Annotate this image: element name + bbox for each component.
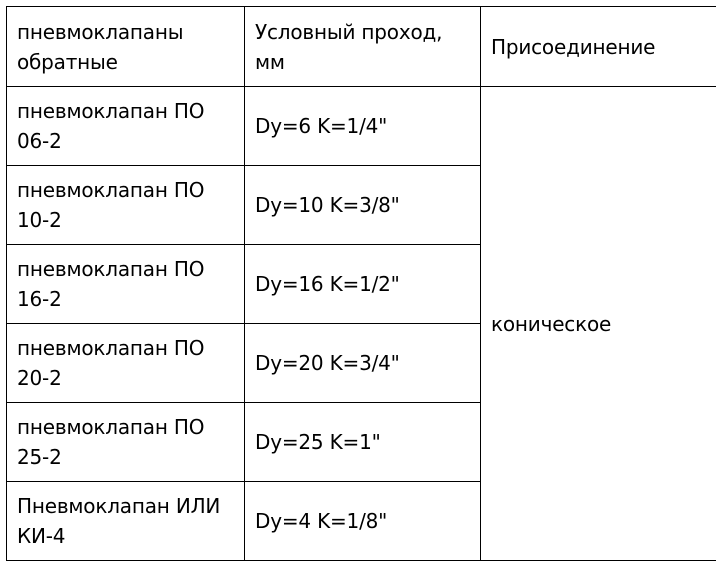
table-header-row [7, 7, 716, 87]
valve-name-cell: пневмоклапан ПО 20-2 [7, 324, 245, 403]
header-nominal-bore: Условный проход, мм [245, 7, 481, 87]
nominal-bore-cell: Dy=6 K=1/4" [245, 87, 481, 166]
header-valve-type: пневмоклапаны обратные [7, 7, 245, 87]
connection-type-cell: коническое [481, 87, 716, 561]
valve-name-cell: пневмоклапан ПО 10-2 [7, 166, 245, 245]
nominal-bore-cell: Dy=4 K=1/8" [245, 482, 481, 561]
nominal-bore-cell: Dy=16 K=1/2" [245, 245, 481, 324]
nominal-bore-cell: Dy=10 K=3/8" [245, 166, 481, 245]
valve-name-cell: пневмоклапан ПО 16-2 [7, 245, 245, 324]
valve-name-cell: пневмоклапан ПО 25-2 [7, 403, 245, 482]
nominal-bore-cell: Dy=20 K=3/4" [245, 324, 481, 403]
header-connection: Присоединение [481, 7, 716, 87]
valve-name-cell: Пневмоклапан ИЛИ КИ-4 [7, 482, 245, 561]
nominal-bore-cell: Dy=25 K=1" [245, 403, 481, 482]
table-row [7, 87, 716, 166]
valve-spec-table [6, 6, 716, 561]
valve-name-cell: пневмоклапан ПО 06-2 [7, 87, 245, 166]
